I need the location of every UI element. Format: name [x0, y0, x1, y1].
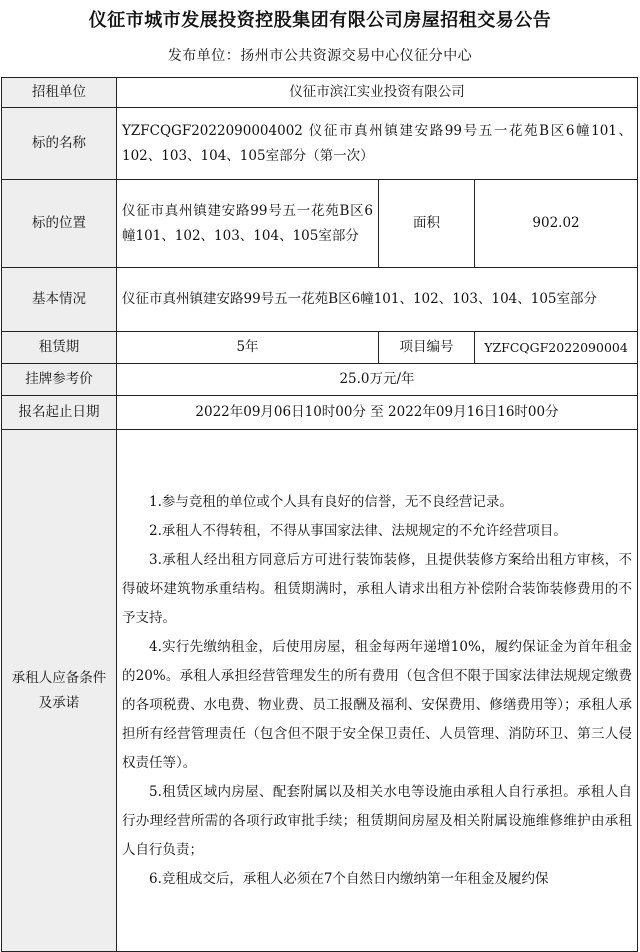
area-value: 902.02 [475, 180, 638, 268]
subject-value: YZFCQGF2022090004002 仪征市真州镇建安路99号五一花苑B区6幢101、102、103、104、105室部分（第一次） [117, 108, 638, 180]
condition-item: 5.租赁区域内房屋、配套附属以及相关水电等设施由承租人自行承担。承租人自行办理经营所需的各项行政审批手续；租赁期间房屋及相关附属设施维修维护由承租人自行负责； [122, 783, 633, 858]
location-label: 标的位置 [2, 180, 117, 268]
row-basic [2, 268, 638, 332]
price-label: 挂牌参考价 [2, 364, 117, 396]
row-subject [2, 108, 638, 180]
row-conditions [2, 430, 638, 952]
subject-label: 标的名称 [2, 108, 117, 180]
conditions-list [117, 430, 638, 952]
location-value: 仪征市真州镇建安路99号五一花苑B区6幢101、102、103、104、105室部分 [117, 180, 379, 268]
basic-value: 仪征市真州镇建安路99号五一花苑B区6幢101、102、103、104、105室部分 [117, 268, 638, 332]
price-value: 25.0万元/年 [117, 364, 638, 396]
row-location [2, 180, 638, 268]
condition-item: 3.承租人经出租方同意后方可进行装饰装修，且提供装修方案给出租方审核，不得破坏建筑物承重结构。租赁期满时，承租人请求出租方补偿附合装饰装修费用的不予支持。 [122, 551, 633, 626]
tenderer-label: 招租单位 [2, 78, 117, 108]
project-no-value: YZFCQGF2022090004 [475, 332, 638, 364]
row-price [2, 364, 638, 396]
conditions-label: 承租人应备条件及承诺 [2, 430, 117, 952]
condition-item: 1.参与竞租的单位或个人具有良好的信誉，无不良经营记录。 [149, 493, 513, 510]
row-dates [2, 396, 638, 430]
term-label: 租赁期 [2, 332, 117, 364]
announcement-table [1, 77, 638, 952]
announcement-title: 仪征市城市发展投资控股集团有限公司房屋招租交易公告 [88, 10, 552, 31]
dates-label: 报名起止日期 [2, 396, 117, 430]
dates-value: 2022年09月06日10时00分 至 2022年09月16日16时00分 [117, 396, 638, 430]
condition-item: 6.竞租成交后，承租人必须在7个自然日内缴纳第一年租金及履约保 [149, 870, 549, 887]
row-tenderer [2, 78, 638, 108]
condition-item: 2.承租人不得转租，不得从事国家法律、法规规定的不允许经营项目。 [149, 522, 567, 539]
tenderer-value: 仪征市滨江实业投资有限公司 [117, 78, 638, 108]
term-value: 5年 [117, 332, 379, 364]
publisher-line: 发布单位：扬州市公共资源交易中心仪征分中心 [167, 48, 473, 64]
condition-item: 4.实行先缴纳租金，后使用房屋，租金每两年递增10%，履约保证金为首年租金的20%。承租人承担经营管理发生的所有费用（包含但不限于国家法律法规规定缴费的各项税费、水电费、物业费、员工报酬及福利、安保费用、修缮费用等）；承租人承担所有经营管理责任（包含但不限于安全保卫责任、人员管理、消防环卫、第三人侵权责任等）。 [122, 638, 633, 771]
basic-label: 基本情况 [2, 268, 117, 332]
project-no-label: 项目编号 [379, 332, 475, 364]
area-label: 面积 [379, 180, 475, 268]
row-term [2, 332, 638, 364]
